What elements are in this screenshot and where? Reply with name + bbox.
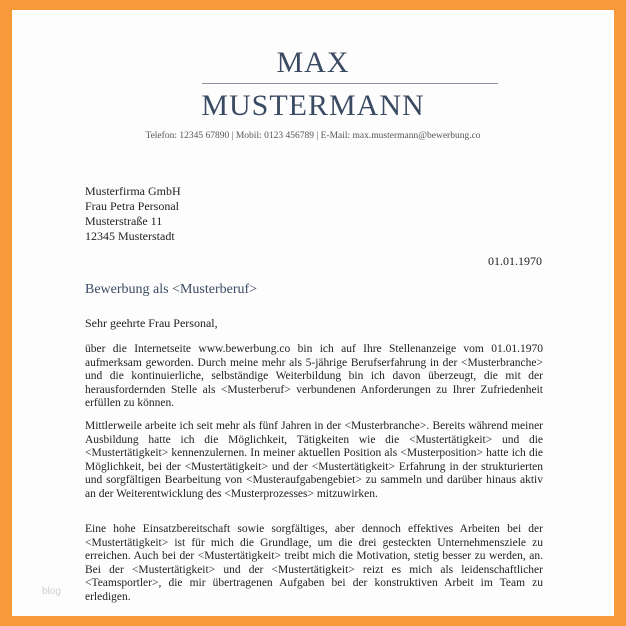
recipient-street: Musterstraße 11 <box>85 214 163 228</box>
letter-date: 01.01.1970 <box>488 254 542 268</box>
sender-contact-line: Telefon: 12345 67890 | Mobil: 0123 456789 | E-Mail: max.mustermann@bewerbung.co <box>145 131 481 141</box>
recipient-person: Frau Petra Personal <box>85 199 179 213</box>
body-paragraph-2: Mittlerweile arbeite ich seit mehr als fünf Jahren in der <Musterbranche>. Bereits während meiner Ausbildung hatte ich die Möglichkeit, Tätigkeiten wie die <Mustertätigkeit> und die <Mustertätigkeit> kennenzulernen. In meiner aktuellen Position als <Musterposition> hatte ich die Möglichkeit, bei der <Mustertätigkeit> und der <Mustertätigkeit> Erfahrung in der strukturierten und sorgfältigen Bearbeitung von <Musteraufgabengebiet> zu sammeln und darüber hinaus aktiv an der Weiterentwicklung des <Musterprozesses> mitzuwirken. <box>85 420 543 500</box>
body-paragraph-1: über die Internetseite www.bewerbung.co bin ich auf Ihre Stellenanzeige vom 01.01.1970 aufmerksam geworden. Durch meine mehr als 5-jährige Berufserfahrung in der <Musterbranche> und die kontinuierliche, selbständige Weiterbildung bin ich davon überzeugt, die mit der herausfordernden Stelle als <Musterberuf> verbundenen Anforderungen zu Ihrer Zufriedenheit erfüllen zu können. <box>85 343 543 409</box>
body-paragraph-3: Eine hohe Einsatzbereitschaft sowie sorgfältiges, aber dennoch effektives Arbeiten bei der <Mustertätigkeit> ist für mich die Grundlage, um die drei gesteckten Unternehmensziele zu erreichen. Auch bei der <Mustertätigkeit> treibt mich die Motivation, stetig besser zu werden, an. Bei der <Mustertätigkeit> und der <Mustertätigkeit> reizt es mich als leidenschaftlicher <Teamsportler>, die mir übertragenen Aufgaben bei der konstruktiven Arbeit im Team zu erledigen. <box>85 523 543 603</box>
letter-salutation: Sehr geehrte Frau Personal, <box>85 316 218 330</box>
letter-page <box>12 10 614 616</box>
letter-subject: Bewerbung als <Musterberuf> <box>85 282 258 297</box>
recipient-city: 12345 Musterstadt <box>85 229 175 243</box>
recipient-company: Musterfirma GmbH <box>85 184 181 198</box>
sender-last-name: MUSTERMANN <box>201 89 425 122</box>
sender-first-name: MAX <box>276 46 350 79</box>
header-rule <box>202 83 498 84</box>
watermark-text: blog <box>42 586 61 597</box>
recipient-address <box>85 184 181 244</box>
